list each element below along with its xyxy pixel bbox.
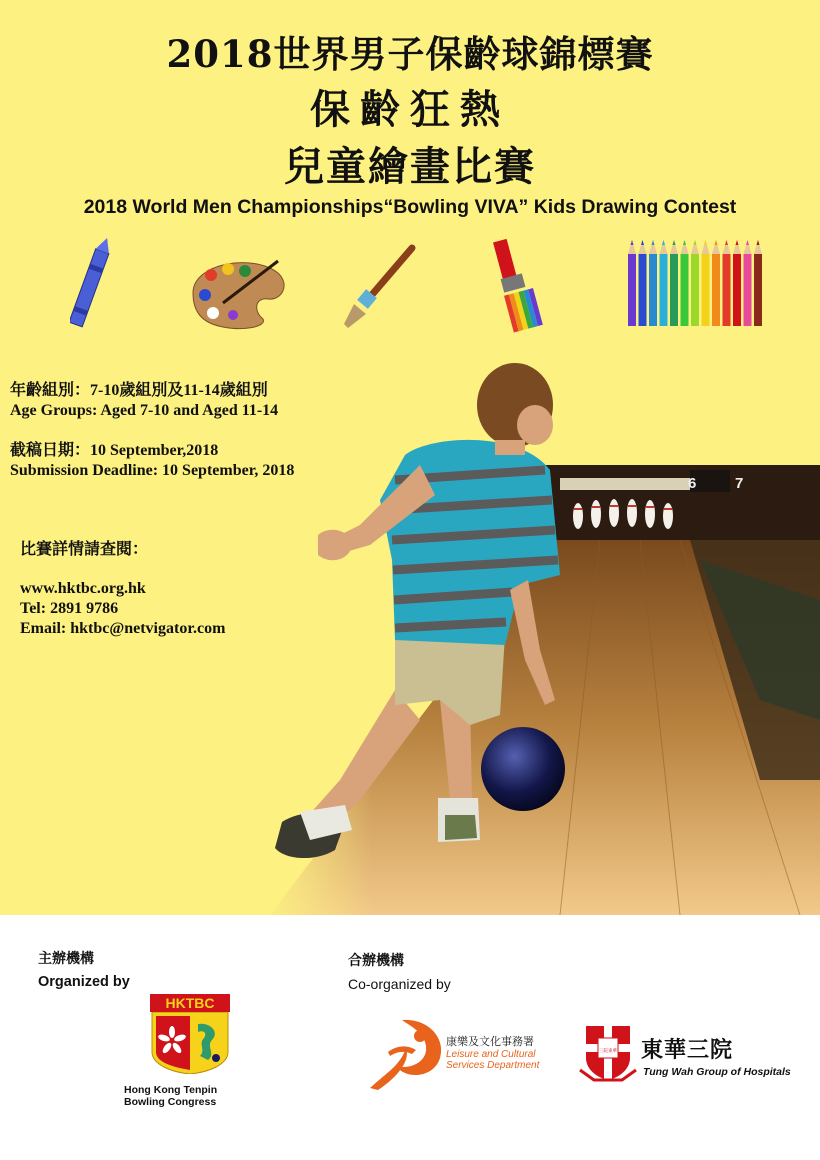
pencil-lead <box>725 240 728 245</box>
lcsd-name-chinese: 康樂及文化事務署 <box>446 1035 534 1048</box>
pencil <box>744 254 752 326</box>
email-link[interactable]: Email: hktbc@netvigator.com <box>20 620 226 637</box>
pencil <box>628 254 636 326</box>
pencil <box>639 254 647 326</box>
tung-wah-crest-icon <box>578 1024 638 1086</box>
pencil-lead <box>757 240 760 245</box>
organizer-label-english: Organized by <box>38 974 130 990</box>
pencil <box>649 254 657 326</box>
deadline-english: Submission Deadline: 10 September, 2018 <box>10 462 295 479</box>
organizer-label-chinese: 主辦機構 <box>38 950 94 966</box>
pencil <box>670 254 678 326</box>
hktbc-logo <box>150 994 230 1074</box>
pencil-lead <box>704 240 707 245</box>
pencil-lead <box>652 240 655 245</box>
crayon-icon <box>70 235 110 335</box>
pencil <box>691 254 699 326</box>
pencil <box>712 254 720 326</box>
pencil-lead <box>641 240 644 245</box>
hktbc-name-line1: Hong Kong Tenpin <box>124 1084 218 1096</box>
palette-icon <box>183 253 293 333</box>
lane-number-6: 6 <box>688 475 697 492</box>
hktbc-name <box>124 1084 217 1108</box>
pencil <box>733 254 741 326</box>
lcsd-logo-icon <box>366 1018 446 1090</box>
pencil-lead <box>673 240 676 245</box>
lcsd-name-line2: Services Department <box>446 1060 540 1071</box>
age-groups-chinese: 年齡組別：7-10歲組別及11-14歲組別 <box>10 382 268 399</box>
pencil-lead <box>694 240 697 245</box>
title-english: 2018 World Men Championships“Bowling VIVA” Kids Drawing Contest <box>83 196 737 218</box>
title-chinese-line1: 2018世界男子保齡球錦標賽 <box>166 32 654 76</box>
colored-pencils-icon <box>624 240 769 330</box>
hktbc-name-line2: Bowling Congress <box>124 1096 217 1108</box>
hktbc-badge: HKTBC <box>150 994 230 1012</box>
pencil-lead <box>662 240 665 245</box>
website-link[interactable]: www.hktbc.org.hk <box>20 580 146 597</box>
age-groups-english: Age Groups: Aged 7-10 and Aged 11-14 <box>10 402 279 419</box>
pencil-lead <box>746 240 749 245</box>
telephone: Tel: 2891 9786 <box>20 600 119 617</box>
pencil-lead <box>715 240 718 245</box>
tung-wah-name-english: Tung Wah Group of Hospitals <box>643 1066 791 1078</box>
tung-wah-seal-text: 三院東華 <box>599 1049 617 1054</box>
coorganizer-label-english: Co-organized by <box>348 976 451 992</box>
pencil <box>754 254 762 326</box>
pencil <box>660 254 668 326</box>
title-chinese-line3: 兒童繪畫比賽 <box>284 143 536 190</box>
pencil <box>723 254 731 326</box>
pencil-lead <box>736 240 739 245</box>
lcsd-name-english <box>446 1049 539 1071</box>
lane-number-7: 7 <box>735 475 744 492</box>
paintbrush-icon <box>340 242 420 332</box>
deadline-chinese: 截稿日期：10 September,2018 <box>10 442 219 459</box>
coorganizer-label-chinese: 合辦機構 <box>348 952 404 968</box>
pencil-lead <box>631 240 634 245</box>
pencil-lead <box>683 240 686 245</box>
title-chinese-line2: 保齡狂熱 <box>310 86 510 133</box>
rainbow-brush-icon <box>488 238 568 333</box>
pencil <box>702 254 710 326</box>
hktbc-shield <box>150 1012 230 1074</box>
pencil <box>681 254 689 326</box>
details-chinese: 比賽詳情請查閱： <box>20 541 149 558</box>
bowling-ball <box>481 727 565 811</box>
tung-wah-name-chinese: 東華三院 <box>641 1037 734 1063</box>
lcsd-name-line1: Leisure and Cultural <box>446 1049 536 1060</box>
